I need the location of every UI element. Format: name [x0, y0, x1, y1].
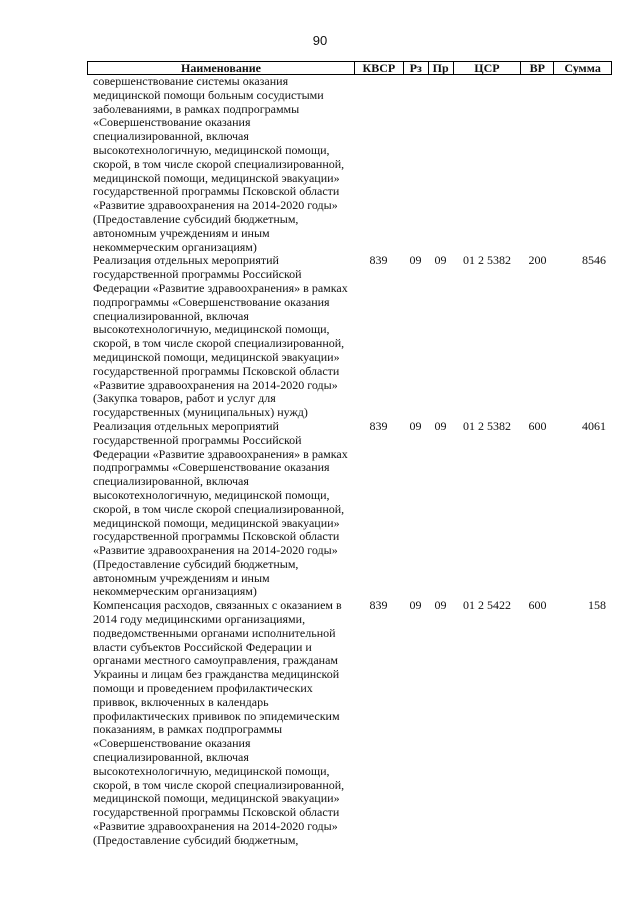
row-kvsr [354, 75, 403, 254]
header-rz: Рз [403, 62, 428, 74]
row-rz: 09 [409, 253, 422, 268]
row-csr: 01 2 5382 [463, 418, 511, 433]
row-rz [403, 75, 428, 254]
row-vr: 200 [528, 253, 547, 268]
row-rz: 09 [409, 598, 422, 613]
row-name: совершенствование системы оказания медицинской помощи больным сосудистыми заболеваниями, в рамках подпрограммы «Совершенствование оказания специализированной, включая высокотехнологичную, медицинской помощи, скорой, в том числе скорой специализированной, медицинской помощи, медицинской эвакуации» государственной программы Псковской области «Развитие здравоохранения на 2014-2020 годы» (Предоставление субсидий бюджетным, автономным учреждениям и иным некоммерческим организациям) [93, 74, 345, 254]
table-row [87, 599, 612, 847]
table-row [87, 75, 612, 254]
row-pr: 09 [434, 418, 447, 433]
header-csr: ЦСР [453, 62, 521, 74]
row-csr [453, 75, 521, 254]
row-sum: 4061 [582, 418, 606, 433]
row-csr: 01 2 5422 [463, 598, 511, 613]
budget-table [87, 61, 612, 848]
row-vr: 600 [528, 418, 547, 433]
row-name: Компенсация расходов, связанных с оказанием в 2014 году медицинскими организациями, подведомственными органами исполнительной власти субъектов Российской Федерации и органами местного самоуправления, гражданам Украины и лицам без гражданства медицинской помощи и проведением профилактических приввок, включенных в календарь профилактических прививок по эпидемическим показаниям, в рамках подпрограммы «Совершенствование оказания специализированной, включая высокотехнологичную, медицинской помощи, скорой, в том числе скорой специализированной, медицинской помощи, медицинской эвакуации» государственной программы Псковской области «Развитие здравоохранения на 2014-2020 годы» (Предоставление субсидий бюджетным, [93, 598, 345, 847]
header-kvsr: КВСР [354, 62, 403, 74]
row-kvsr: 839 [369, 253, 388, 268]
row-vr: 600 [528, 598, 547, 613]
row-vr [521, 75, 554, 254]
row-name: Реализация отдельных мероприятий государственной программы Российской Федерации «Развитие здравоохранения» в рамках подпрограммы «Совершенствование оказания специализированной, включая высокотехнологичную, медицинской помощи, скорой, в том числе скорой специализированной, медицинской помощи, медицинской эвакуации» государственной программы Псковской области «Развитие здравоохранения на 2014-2020 годы» (Предоставление субсидий бюджетным, автономным учреждениям и иным некоммерческим организациям) [93, 418, 348, 599]
row-csr: 01 2 5382 [463, 253, 511, 268]
header-vr: ВР [520, 62, 553, 74]
row-sum: 8546 [582, 253, 606, 268]
row-sum [554, 75, 612, 254]
row-pr: 09 [434, 253, 447, 268]
header-sum: Сумма [553, 62, 611, 74]
table-header [87, 61, 612, 75]
row-kvsr: 839 [369, 598, 388, 613]
header-name: Наименование [180, 61, 261, 75]
row-kvsr: 839 [369, 418, 388, 433]
row-rz: 09 [409, 418, 422, 433]
header-pr: Пр [428, 62, 453, 74]
row-pr [428, 75, 453, 254]
row-sum: 158 [588, 598, 606, 613]
table-row [87, 420, 612, 599]
row-name: Реализация отдельных мероприятий государственной программы Российской Федерации «Развитие здравоохранения» в рамках подпрограммы «Совершенствование оказания специализированной, включая высокотехнологичную, медицинской помощи, скорой, в том числе скорой специализированной, медицинской помощи, медицинской эвакуации» государственной программы Псковской области «Развитие здравоохранения на 2014-2020 годы» (Закупка товаров, работ и услуг для государственных (муниципальных) нужд) [93, 253, 348, 420]
row-pr: 09 [434, 598, 447, 613]
table-row [87, 254, 612, 420]
page-number: 90 [312, 33, 328, 48]
